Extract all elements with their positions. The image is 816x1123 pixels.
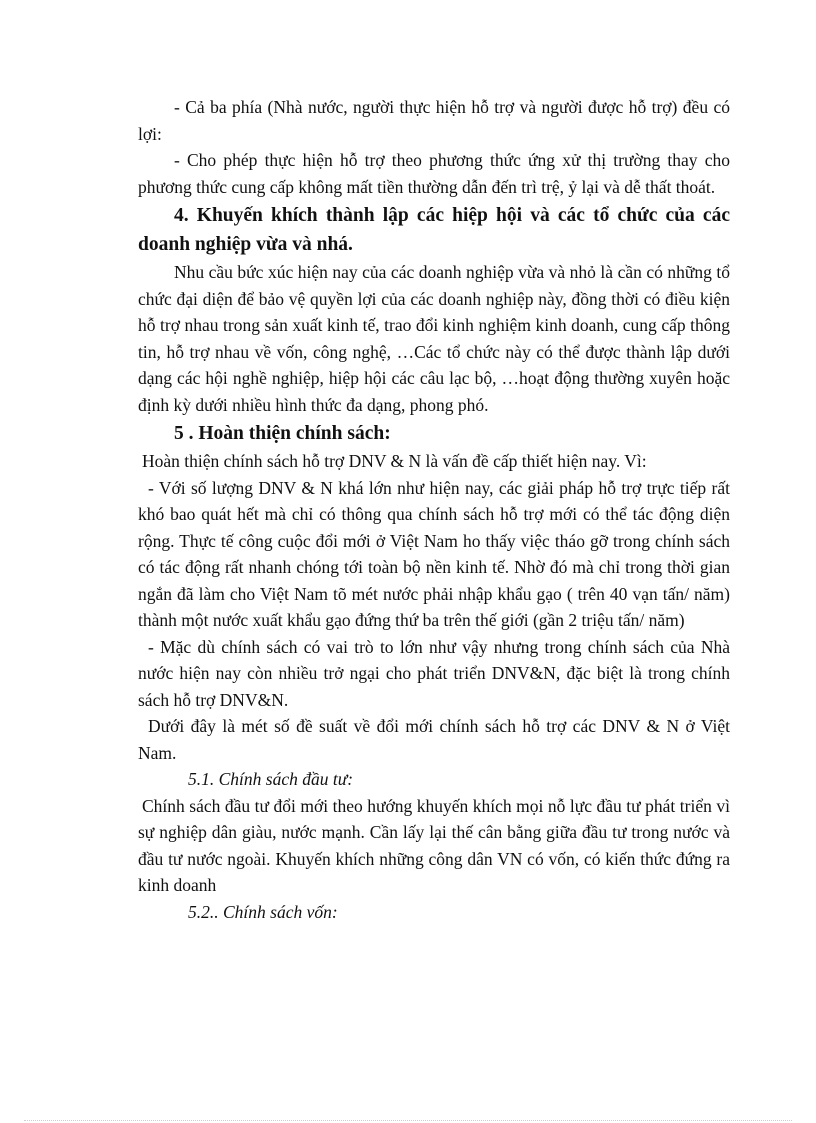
paragraph-5-quantity: - Với số lượng DNV & N khá lớn như hiện nay, các giải pháp hỗ trợ trực tiếp rất khó bao quát hết mà chỉ có thông qua chính sách hỗ trợ mới có thể tác động diện rộng. Thực tế công cuộc đổi mới ở Việt Nam ho thấy việc tháo gỡ trong chính sách có tác động rất nhanh chóng tới toàn bộ nền kinh tế. Nhờ đó mà chỉ trong thời gian ngắn đã làm cho Việt Nam tõ mét nước phải nhập khẩu gạo ( trên 40 vạn tấn/ năm) thành một nước xuất khẩu gạo đứng thứ ba trên thế giới (gần 2 triệu tấn/ năm) — [138, 477, 730, 630]
heading-section-4: 4. Khuyến khích thành lập các hiệp hội và các tổ chức của các doanh nghiệp vừa và nhá. — [138, 205, 730, 255]
paragraph-market-method: - Cho phép thực hiện hỗ trợ theo phương thức ứng xử thị trường thay cho phương thức cung cấp không mất tiền thường dẫn đến trì trệ, ỷ lại và dễ thất thoát. — [138, 150, 730, 197]
paragraph-5-intro: Hoàn thiện chính sách hỗ trợ DNV & N là vấn đề cấp thiết hiện nay. Vì: — [142, 451, 647, 471]
subheading-5-1: 5.1. Chính sách đầu tư: — [188, 769, 354, 789]
paragraph-5-1: Chính sách đầu tư đổi mới theo hướng khuyến khích mọi nỗ lực đầu tư phát triển vì sự nghiệp dân giàu, nước mạnh. Cần lấy lại thế cân bằng giữa đầu tư trong nước và đầu tư nước ngoài. Khuyến khích những công dân VN có vốn, có kiến thức đứng ra kinh doanh — [138, 795, 730, 895]
page-bottom-divider — [24, 1120, 792, 1121]
document-page — [138, 94, 730, 925]
heading-section-5: 5 . Hoàn thiện chính sách: — [174, 423, 391, 444]
paragraph-5-proposals: Dưới đây là mét số đề suất về đổi mới chính sách hỗ trợ các DNV & N ở Việt Nam. — [138, 716, 730, 763]
paragraph-5-obstacles: - Mặc dù chính sách có vai trò to lớn như vậy nhưng trong chính sách của Nhà nước hiện nay còn nhiều trở ngại cho phát triển DNV&N, đặc biệt là trong chính sách hỗ trợ DNV&N. — [138, 636, 730, 710]
paragraph-benefit: - Cả ba phía (Nhà nước, người thực hiện hỗ trợ và người được hỗ trợ) đều có lợi: — [138, 97, 730, 144]
paragraph-section-4: Nhu cầu bức xúc hiện nay của các doanh nghiệp vừa và nhỏ là cần có những tổ chức đại diện để bảo vệ quyền lợi của các doanh nghiệp này, đồng thời có điều kiện hỗ trợ nhau trong sản xuất kinh tế, trao đổi kinh nghiệm kinh doanh, cung cấp thông tin, hỗ trợ nhau về vốn, công nghệ, …Các tổ chức này có thể được thành lập dưới dạng các hội nghề nghiệp, hiệp hội các câu lạc bộ, …hoạt động thường xuyên hoặc định kỳ dưới nhiều hình thức đa dạng, phong phó. — [138, 262, 730, 415]
subheading-5-2: 5.2.. Chính sách vốn: — [188, 901, 338, 922]
